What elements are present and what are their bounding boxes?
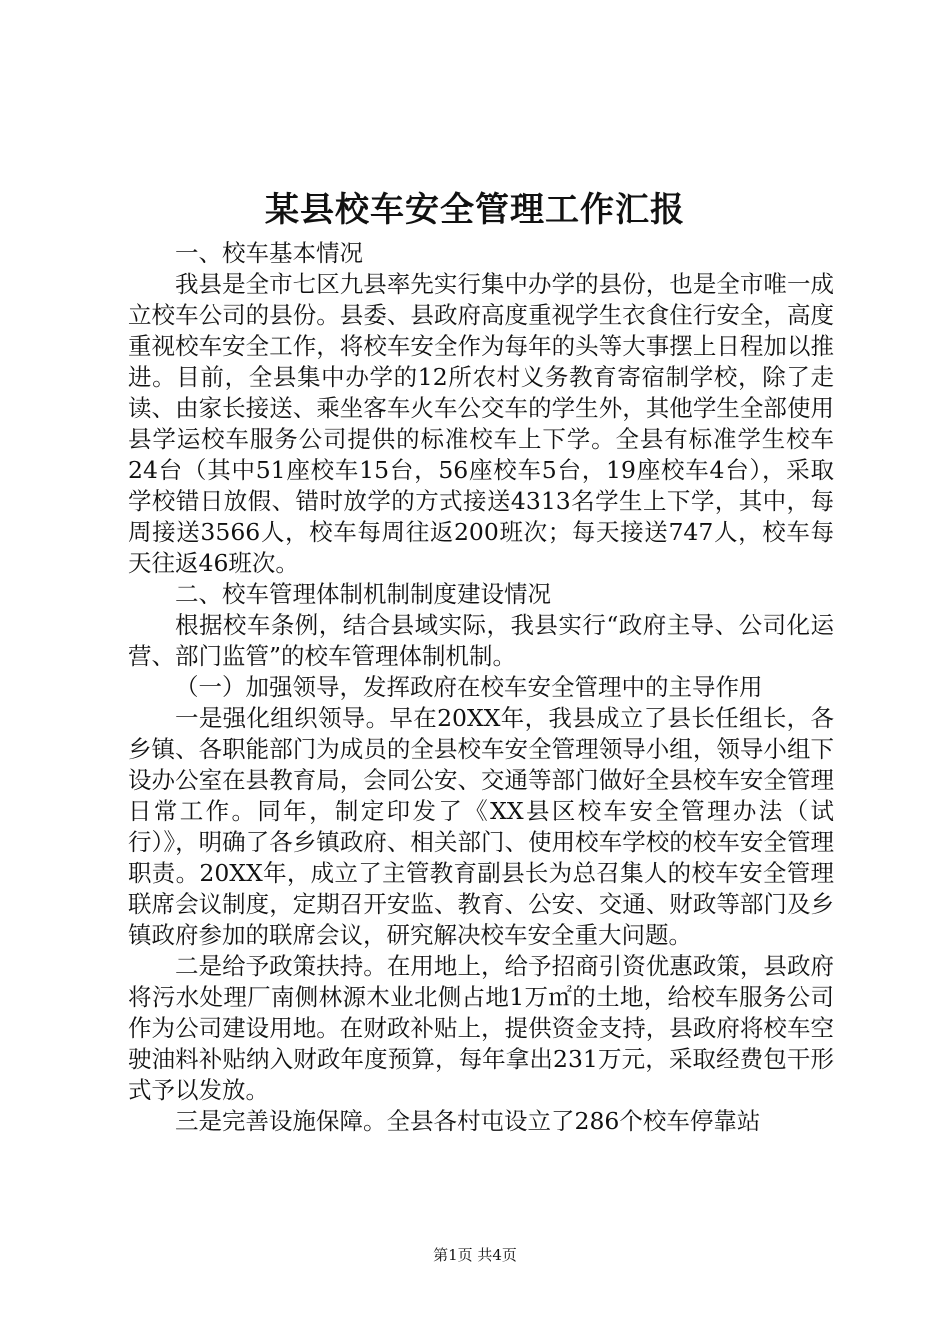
page-footer: 第1页 共4页 xyxy=(433,1246,517,1264)
document-body xyxy=(128,238,834,1137)
paragraph: 根据校车条例，结合县域实际，我县实行“政府主导、公司化运营、部门监管”的校车管理体制机制。 xyxy=(128,611,834,670)
section-heading-1: 一、校车基本情况 xyxy=(175,239,363,267)
subsection-heading-1: （一）加强领导，发挥政府在校车安全管理中的主导作用 xyxy=(175,673,763,701)
paragraph: 一是强化组织领导。早在20XX年，我县成立了县长任组长，各乡镇、各职能部门为成员的全县校车安全管理领导小组，领导小组下设办公室在县教育局，会同公安、交通等部门做好全县校车安全管理日常工作。同年，制定印发了《XX县区校车安全管理办法（试行）》，明确了各乡镇政府、相关部门、使用校车学校的校车安全管理职责。20XX年，成立了主管教育副县长为总召集人的校车安全管理联席会议制度，定期召开安监、教育、公安、交通、财政等部门及乡镇政府参加的联席会议，研究解决校车安全重大问题。 xyxy=(128,704,834,949)
paragraph: 二是给予政策扶持。在用地上，给予招商引资优惠政策，县政府将污水处理厂南侧林源木业北侧占地1万㎡的土地，给校车服务公司作为公司建设用地。在财政补贴上，提供资金支持，县政府将校车空驶油料补贴纳入财政年度预算，每年拿出231万元，采取经费包干形式予以发放。 xyxy=(128,952,834,1104)
section-heading-2: 二、校车管理体制机制制度建设情况 xyxy=(175,580,551,608)
paragraph: 我县是全市七区九县率先实行集中办学的县份，也是全市唯一成立校车公司的县份。县委、县政府高度重视学生衣食住行安全，高度重视校车安全工作，将校车安全作为每年的头等大事摆上日程加以推进。目前，全县集中办学的12所农村义务教育寄宿制学校，除了走读、由家长接送、乘坐客车火车公交车的学生外，其他学生全部使用县学运校车服务公司提供的标准校车上下学。全县有标准学生校车24台（其中51座校车15台，56座校车5台，19座校车4台），采取学校错日放假、错时放学的方式接送4313名学生上下学，其中，每周接送3566人，校车每周往返200班次；每天接送747人，校车每天往返46班次。 xyxy=(128,270,834,577)
document-title: 某县校车安全管理工作汇报 xyxy=(265,190,685,230)
paragraph: 三是完善设施保障。全县各村屯设立了286个校车停靠站 xyxy=(175,1107,761,1135)
